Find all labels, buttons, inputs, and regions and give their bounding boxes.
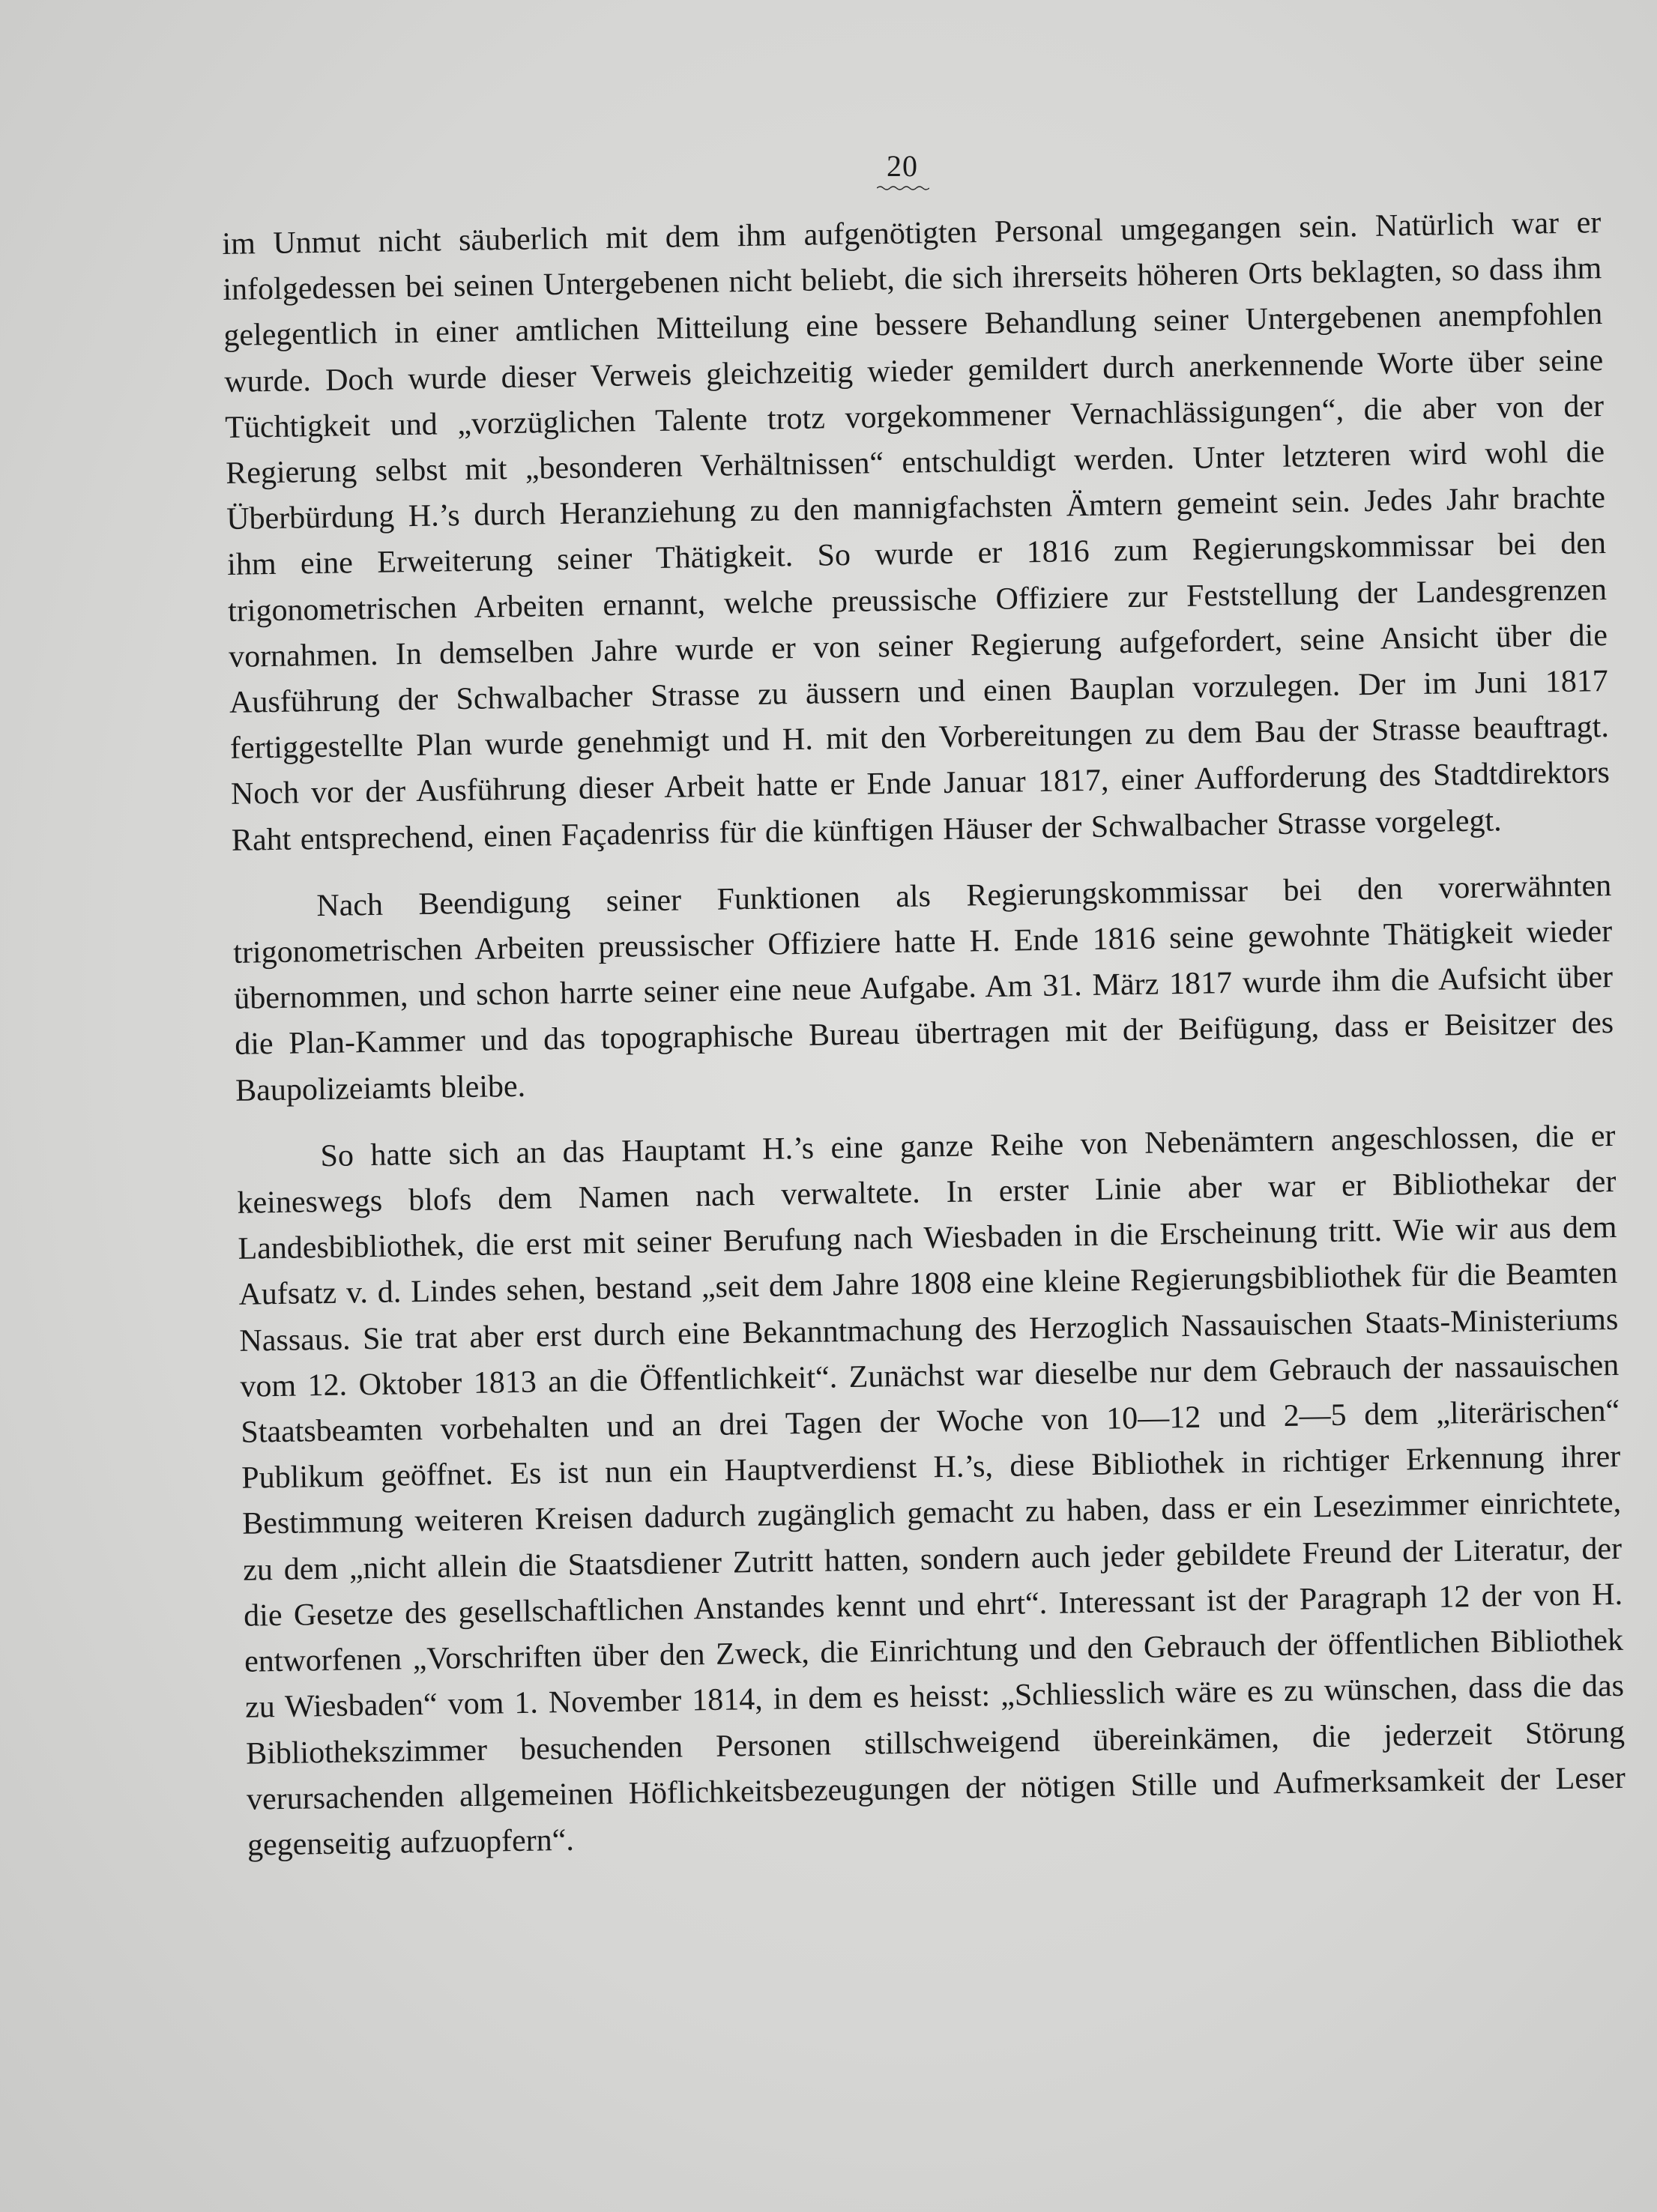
paragraph-1: im Unmut nicht säuberlich mit dem ihm aufgenötigten Personal umgegangen sein. Natürlich war er infolgedessen bei seinen Untergebenen nicht beliebt, die sich ihrerseits höheren Orts beklagten, so dass ihm gelegentlich in einer amtlichen Mitteilung eine bessere Behandlung seiner Untergebenen anempfohlen wurde. Doch wurde dieser Verweis gleichzeitig wieder gemildert durch anerkennende Worte über seine Tüchtigkeit und „vorzüglichen Talente trotz vorgekommener Vernachlässigungen“, die aber von der Regierung selbst mit „besonderen Verhältnissen“ entschuldigt werden. Unter letzteren wird wohl die Überbürdung H.’s durch Heranziehung zu den mannigfachsten Ämtern gemeint sein. Jedes Jahr brachte ihm eine Erweiterung seiner Thätigkeit. So wurde er 1816 zum Regierungskommissar bei den trigonometrischen Arbeiten ernannt, welche preussische Offiziere zur Feststellung der Landesgrenzen vornahmen. In demselben Jahre wurde er von seiner Regierung aufgefordert, seine Ansicht über die Ausführung der Schwalbacher Strasse zu äussern und einen Bauplan vorzulegen. Der im Juni 1817 fertiggestellte Plan wurde genehmigt und H. mit den Vorbereitungen zu dem Bau der Strasse beauftragt. Noch vor der Ausführung dieser Arbeit hatte er Ende Januar 1817, einer Aufforderung des Stadtdirektors Raht entsprechend, einen Façadenriss für die künftigen Häuser der Schwalbacher Strasse vorgelegt. [222, 205, 1611, 858]
page-number-ornament [877, 184, 929, 192]
paragraph-2: Nach Beendigung seiner Funktionen als Regierungskommissar bei den vorerwähnten trigonometrischen Arbeiten preussischer Offiziere hatte H. Ende 1816 seine gewohnte Thätigkeit wieder übernommen, und schon harrte seiner eine neue Aufgabe. Am 31. März 1817 wurde ihm die Aufsicht über die Plan-Kammer und das topographische Bureau übertragen mit der Beifügung, dass er Beisitzer des Baupolizeiamts bleibe. [232, 868, 1614, 1108]
paragraph-3: So hatte sich an das Hauptamt H.’s eine ganze Reihe von Nebenämtern angeschlossen, die er keineswegs blofs dem Namen nach verwaltete. In erster Linie aber war er Bibliothekar der Landesbibliothek, die erst mit seiner Berufung nach Wiesbaden in die Erscheinung tritt. Wie wir aus dem Aufsatz v. d. Lindes sehen, bestand „seit dem Jahre 1808 eine kleine Regierungsbibliothek für die Beamten Nassaus. Sie trat aber erst durch eine Bekanntmachung des Herzoglich Nassauischen Staats-Ministeriums vom 12. Oktober 1813 an die Öffentlichkeit“. Zunächst war dieselbe nur dem Gebrauch der nassauischen Staatsbeamten vorbehalten und an drei Tagen der Woche von 10—12 und 2—5 dem „literärischen“ Publikum geöffnet. Es ist nun ein Hauptverdienst H.’s, diese Bibliothek in richtiger Erkennung ihrer Bestimmung weiteren Kreisen dadurch zugänglich gemacht zu haben, dass er ein Lesezimmer einrichtete, zu dem „nicht allein die Staatsdiener Zutritt hatten, sondern auch jeder gebildete Freund der Literatur, der die Gesetze des gesellschaftlichen Anstandes kennt und ehrt“. Interessant ist der Paragraph 12 der von H. entworfenen „Vorschriften über den Zweck, die Einrichtung und den Gebrauch der öffentlichen Bibliothek zu Wiesbaden“ vom 1. November 1814, in dem es heisst: „Schliesslich wäre es zu wünschen, dass die das Bibliothekszimmer besuchenden Personen stillschweigend übereinkämen, die jederzeit Störung verursachenden allgemeinen Höflichkeitsbezeugungen der nötigen Stille und Aufmerksamkeit der Leser gegenseitig aufzuopfern“. [237, 1118, 1626, 1863]
page-number: 20 [887, 149, 918, 183]
body-text [222, 200, 1626, 1869]
